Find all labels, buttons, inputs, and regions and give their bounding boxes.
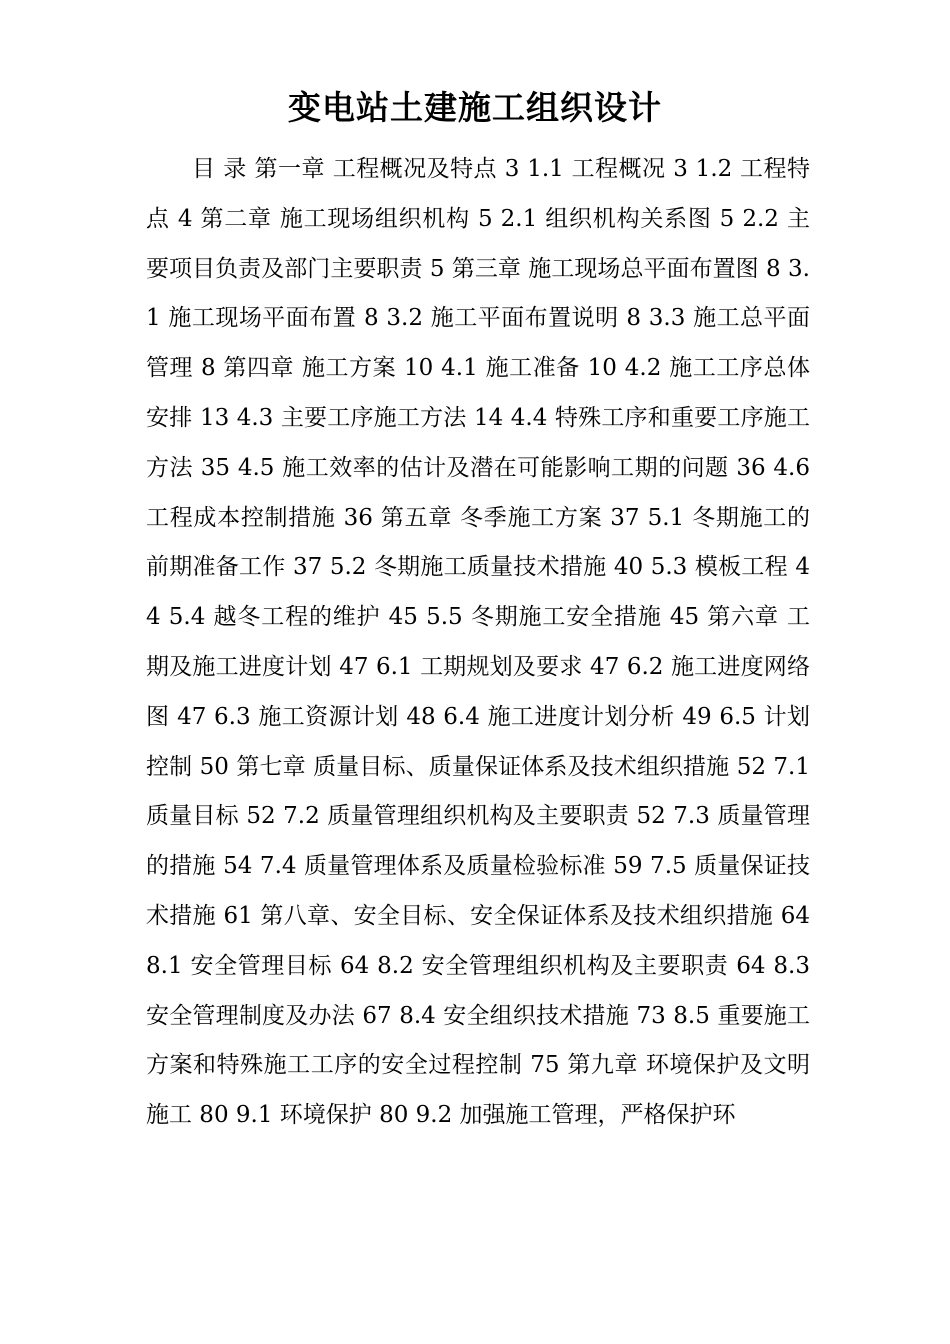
table-of-contents-paragraph: 目 录 第一章 工程概况及特点 3 1.1 工程概况 3 1.2 工程特点 4 第二章 施工现场组织机构 5 2.1 组织机构关系图 5 2.2 主要项目负责及部门主要职责 5 第三章 施工现场总平面布置图 8 3.1 施工现场平面布置 8 3.2 施工平面布置说明 8 3.3 施工总平面管理 8 第四章 施工方案 10 4.1 施工准备 10 4.2 施工工序总体安排 13 4.3 主要工序施工方法 14 4.4 特殊工序和重要工序施工方法 35 4.5 施工效率的估计及潜在可能影响工期的问题 36 4.6 工程成本控制措施 36 第五章 冬季施工方案 37 5.1 冬期施工的前期准备工作 37 5.2 冬期施工质量技术措施 40 5.3 模板工程 44 5.4 越冬工程的维护 45 5.5 冬期施工安全措施 45 第六章 工期及施工进度计划 47 6.1 工期规划及要求 47 6.2 施工进度网络图 47 6.3 施工资源计划 48 6.4 施工进度计划分析 49 6.5 计划控制 50 第七章 质量目标、质量保证体系及技术组织措施 52 7.1 质量目标 52 7.2 质量管理组织机构及主要职责 52 7.3 质量管理的措施 54 7.4 质量管理体系及质量检验标准 59 7.5 质量保证技术措施 61 第八章、安全目标、安全保证体系及技术组织措施 64 8.1 安全管理目标 64 8.2 安全管理组织机构及主要职责 64 8.3 安全管理制度及办法 67 8.4 安全组织技术措施 73 8.5 重要施工方案和特殊施工工序的安全过程控制 75 第九章 环境保护及文明施工 80 9.1 环境保护 80 9.2 加强施工管理，严格保护环 [146,156,810,1129]
document-title: 变电站土建施工组织设计 [288,88,662,127]
